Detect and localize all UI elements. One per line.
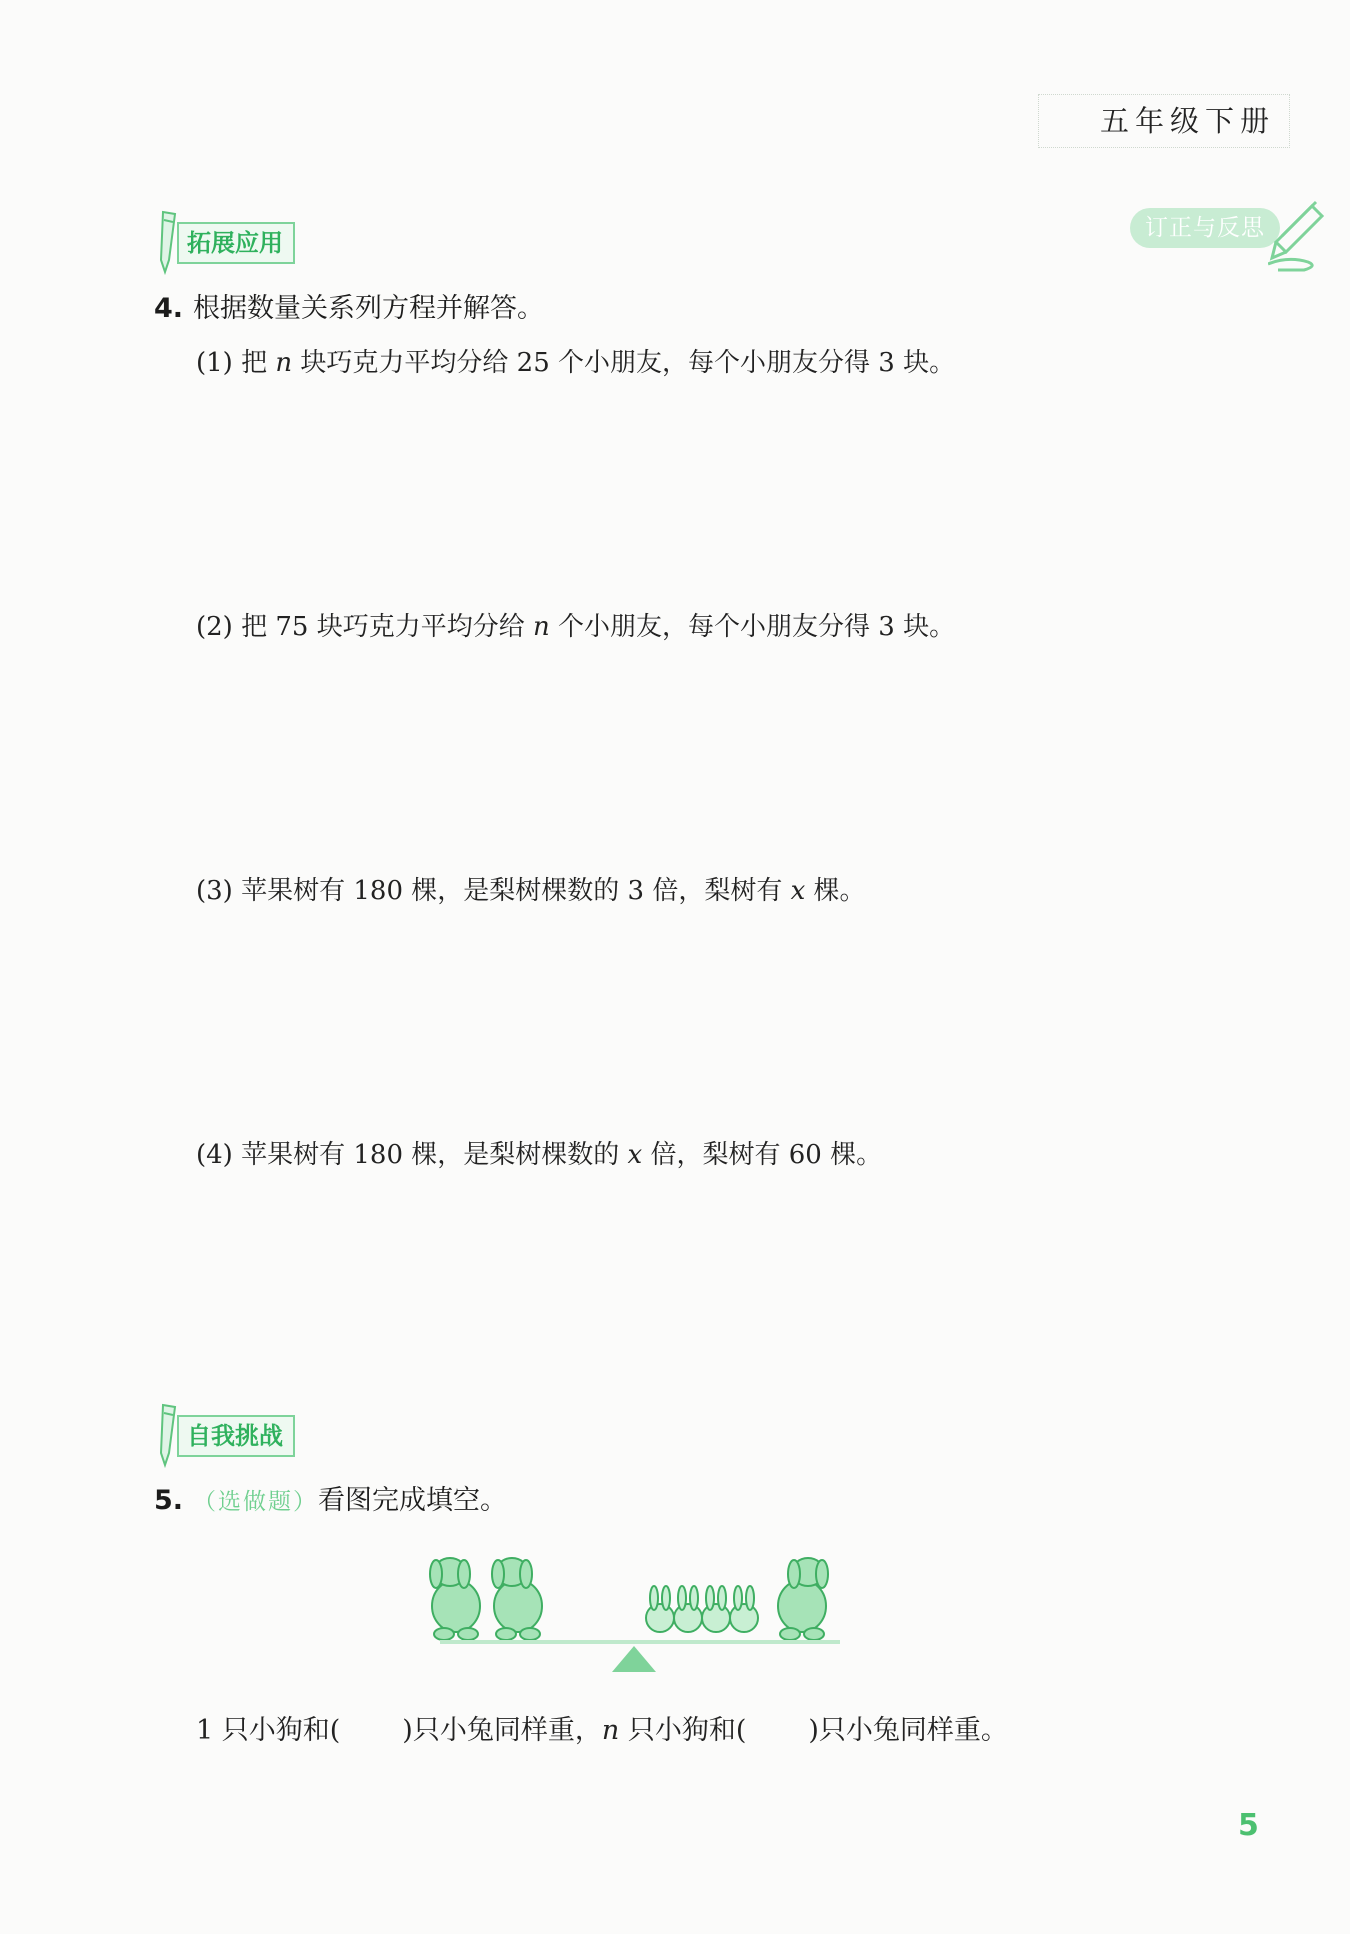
question-text: 看图完成填空。 xyxy=(318,1485,508,1516)
item-text: 个小朋友，每个小朋友分得 3 块。 xyxy=(558,612,956,642)
item-label: (2) xyxy=(196,612,233,642)
item-label: (1) xyxy=(196,348,233,378)
section-title: 自我挑战 xyxy=(177,1415,295,1457)
variable: n xyxy=(533,612,550,642)
item-text: 把 xyxy=(241,348,268,378)
question-4-3 xyxy=(196,870,866,907)
reflect-label: 订正与反思 xyxy=(1130,208,1280,248)
fill-text: )只小兔同样重， xyxy=(402,1715,602,1746)
variable: x xyxy=(627,1140,643,1170)
question-4-2 xyxy=(196,606,955,643)
item-text: 苹果树有 180 棵，是梨树棵数的 3 倍，梨树有 xyxy=(241,876,783,906)
question-number: 5. xyxy=(154,1485,184,1516)
dog-icon xyxy=(492,1558,542,1640)
item-text: 把 75 块巧克力平均分给 xyxy=(241,612,525,642)
pencil-icon xyxy=(1268,200,1328,272)
question-5-title xyxy=(154,1478,507,1517)
fill-text: )只小兔同样重。 xyxy=(808,1715,1008,1746)
section-title: 拓展应用 xyxy=(177,222,295,264)
question-4-1 xyxy=(196,342,955,379)
variable: x xyxy=(790,876,806,906)
rabbit-icon xyxy=(702,1586,730,1632)
balance-fulcrum xyxy=(612,1646,656,1672)
item-label: (4) xyxy=(196,1140,233,1170)
question-4-4 xyxy=(196,1134,882,1171)
dog-icon xyxy=(430,1558,480,1640)
rabbit-icon xyxy=(674,1586,702,1632)
variable: n xyxy=(601,1715,620,1746)
grade-header xyxy=(1038,94,1290,148)
item-text: 块巧克力平均分给 25 个小朋友，每个小朋友分得 3 块。 xyxy=(300,348,956,378)
item-text: 倍，梨树有 60 棵。 xyxy=(650,1140,883,1170)
section-expand xyxy=(155,222,325,268)
question-text: 根据数量关系列方程并解答。 xyxy=(193,293,545,324)
pencil-icon xyxy=(155,1403,179,1469)
rabbit-icon xyxy=(646,1586,674,1632)
question-number: 4. xyxy=(154,293,184,324)
fill-text: 1 只小狗和( xyxy=(196,1715,341,1746)
optional-tag: （选做题） xyxy=(193,1489,319,1515)
pencil-icon xyxy=(155,210,179,276)
item-text: 苹果树有 180 棵，是梨树棵数的 xyxy=(241,1140,620,1170)
page-number: 5 xyxy=(1238,1808,1259,1843)
variable: n xyxy=(275,348,293,378)
item-text: 棵。 xyxy=(813,876,866,906)
question-4-title xyxy=(154,286,544,325)
dog-icon xyxy=(778,1558,828,1640)
balance-illustration xyxy=(420,1538,860,1678)
item-label: (3) xyxy=(196,876,233,906)
fill-text: 只小狗和( xyxy=(627,1715,747,1746)
grade-label: 五年级下册 xyxy=(1099,104,1275,138)
section-challenge xyxy=(155,1415,325,1461)
reflect-badge xyxy=(1130,200,1330,280)
rabbit-icon xyxy=(730,1586,758,1632)
question-5-fill xyxy=(196,1708,1008,1747)
